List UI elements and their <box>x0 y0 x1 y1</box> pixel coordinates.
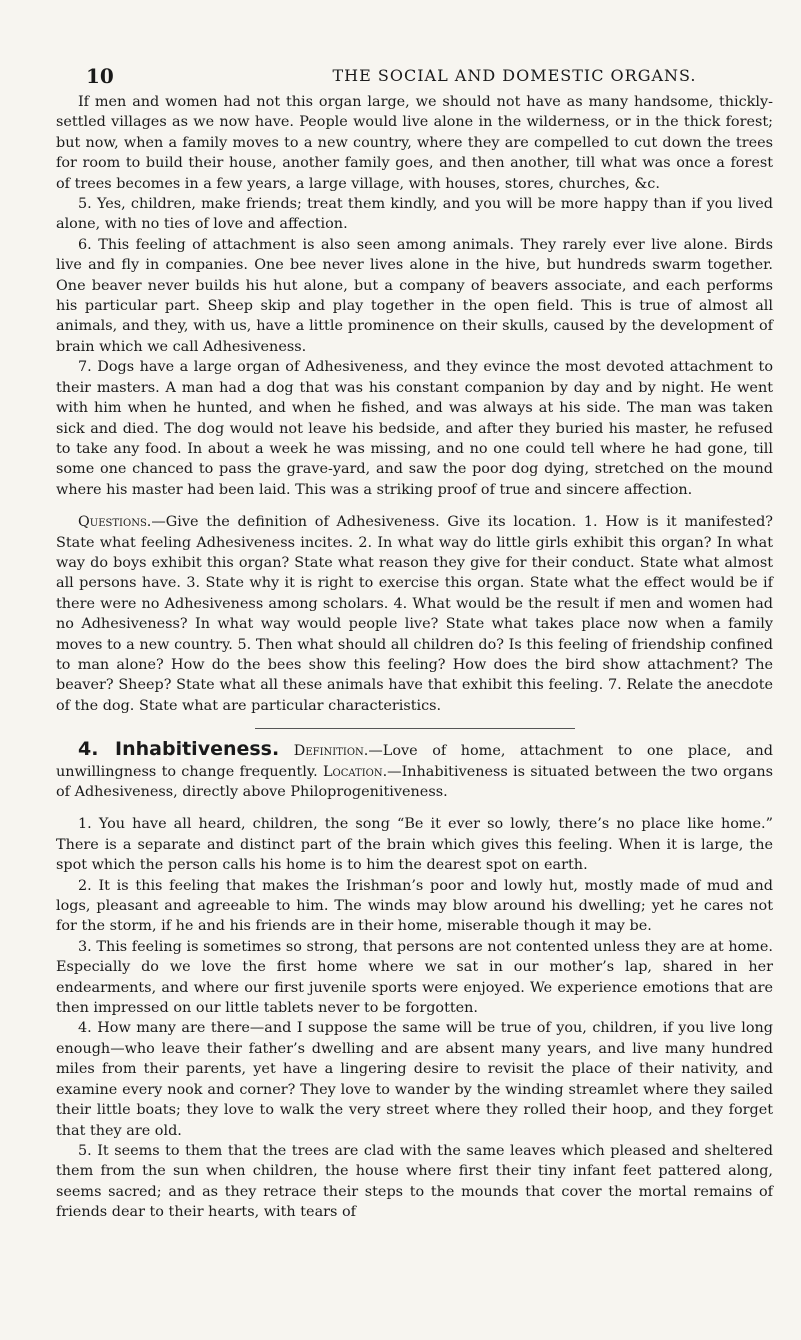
section-heading-paragraph <box>56 739 773 802</box>
section-divider <box>255 728 575 729</box>
questions-text: —Give the definition of Adhesiveness. Give its location. 1. How is it manifested? State what feeling Adhesiveness incites. 2. In what way do little girls exhibit this organ? In what way do boys exhibit this organ? State what reason they give for their conduct. State what almost all persons have. 3. State why it is right to exercise this organ. State what the effect would be if there were no Adhesiveness among scholars. 4. What would be the result if men and women had no Adhesiveness? In what way would people live? State what takes place now when a family moves to a new country. 5. Then what should all children do? Is this feeling of friendship confined to man alone? How do the bees show this feeling? How does the bird show attachment? The beaver? Sheep? State what all these animals have that exhibit this feeling. 7. Relate the anecdote of the dog. State what are particular characteristics. <box>56 514 773 714</box>
running-title: THE SOCIAL AND DOMESTIC ORGANS. <box>332 66 697 85</box>
paragraph: 6. This feeling of attachment is also seen among animals. They rarely ever live alone. Birds live and fly in companies. One bee never lives alone in the hive, but hundreds swarm together. One beaver never builds his hut alone, but a company of beavers associate, and each performs his particular part. Sheep skip and play together in the open field. This is true of almost all animals, and they, with us, have a little prominence on their skulls, caused by the development of brain which we call Adhesiveness. <box>56 236 773 355</box>
paragraph: 3. This feeling is sometimes so strong, that persons are not contented unless they are at home. Especially do we love the first home where we sat in our mother’s lap, shared in her endearments, and where our first juvenile sports were enjoyed. We experience emotions that are then impressed on our little tablets never to be forgotten. <box>56 938 773 1017</box>
paragraph: 1. You have all heard, children, the song “Be it ever so lowly, there’s no place like home.” There is a separate and distinct part of the brain which gives this feeling. When it is large, the spot which the person calls his home is to him the dearest spot on earth. <box>56 816 773 874</box>
paragraph: 5. Yes, children, make friends; treat them kindly, and you will be more happy than if you lived alone, with no ties of love and affection. <box>56 196 773 233</box>
page-number: 10 <box>86 64 114 88</box>
paragraph: 4. How many are there—and I suppose the same will be true of you, children, if you live long enough—who leave their father’s dwelling and are absent many years, and live many hundred miles from their parents, yet have a lingering desire to revisit the place of their nativity, and examine every nook and corner? They love to wander by the winding streamlet where they sailed their little boats; they love to walk the very street where they rolled their hoop, and they forget that they are old. <box>56 1020 773 1139</box>
definition-label: Definition. <box>293 743 369 760</box>
definition-text: —Love of home, attachment to one place, and unwillingness to change frequently. <box>56 743 774 780</box>
section-title: 4. Inhabitiveness. <box>78 738 280 761</box>
body-text <box>56 92 773 1223</box>
paragraph: 2. It is this feeling that makes the Irishman’s poor and lowly hut, mostly made of mud and logs, pleasant and agreeable to him. The winds may blow around his dwelling; yet he cares not for the storm, if he and his friends are in their home, miserable though it may be. <box>56 877 773 935</box>
spacer <box>56 802 773 814</box>
paragraph: 5. It seems to them that the trees are clad with the same leaves which pleased and sheltered them from the sun when children, the house where first their tiny infant feet pattered along, seems sacred; and as they retrace their steps to the mounds that cover the mortal remains of friends dear to their hearts, with tears of <box>56 1142 773 1221</box>
page-header <box>56 52 773 92</box>
questions-label: Questions. <box>78 514 152 531</box>
paragraph: 7. Dogs have a large organ of Adhesiveness, and they evince the most devoted attachment to their masters. A man had a dog that was his constant companion by day and by night. He went with him when he hunted, and when he fished, and was always at his side. The man was taken sick and died. The dog would not leave his bedside, and after they buried his master, he refused to take any food. In about a week he was missing, and no one could tell where he had gone, till some one chanced to pass the grave-yard, and saw the poor dog dying, stretched on the mound where his master had been laid. This was a striking proof of true and sincere affection. <box>56 359 773 498</box>
paragraph: If men and women had not this organ large, we should not have as many handsome, thickly-settled villages as we now have. People would live alone in the wilderness, or in the thick forest; but now, when a family moves to a new country, where they are compelled to cut down the trees for room to build their house, another family goes, and then another, till what was once a forest of trees becomes in a few years, a large village, with houses, stores, churches, &c. <box>56 94 773 192</box>
location-label: Location. <box>322 763 388 780</box>
questions-paragraph <box>56 512 773 716</box>
location-text: —Inhabitiveness is situated between the two organs of Adhesiveness, directly above Philoprogenitiveness. <box>56 763 773 800</box>
